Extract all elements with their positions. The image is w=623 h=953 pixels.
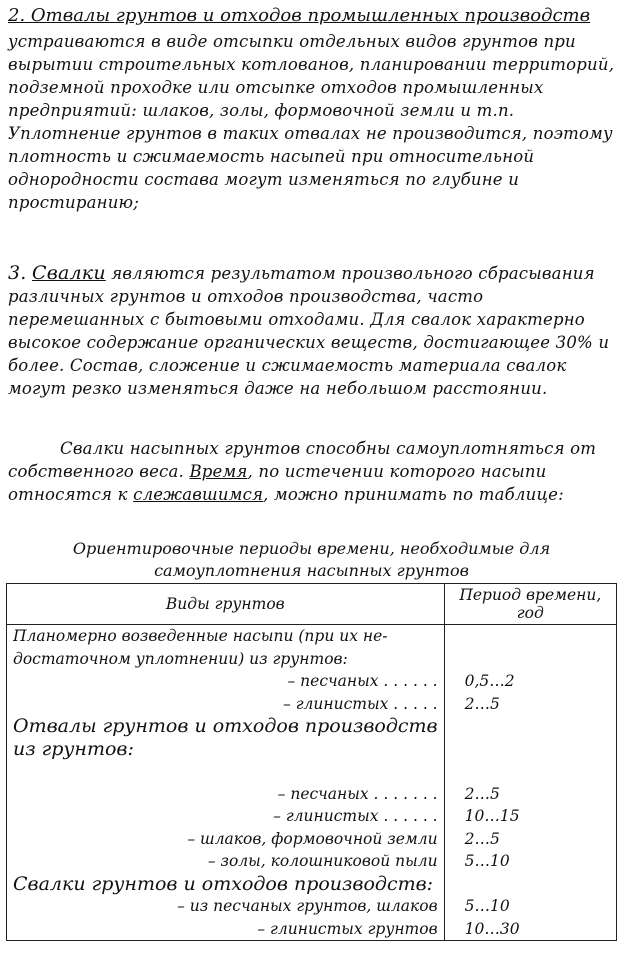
paragraph-end: , можно принимать по таблице: [263, 485, 564, 504]
paragraph-middle: , по истечении которого насыпи относятся к [8, 462, 547, 504]
table-row-soil-type [13, 760, 438, 783]
table-row-period: 2…5 [464, 829, 500, 848]
table-row-period: 5…10 [464, 897, 510, 915]
table-row-period: 2…5 [464, 784, 500, 803]
table-row-period: 10…15 [464, 807, 520, 825]
table-body-row [7, 625, 617, 941]
table-row-soil-type: из грунтов: [13, 737, 134, 760]
header-period: Период времени, год [444, 584, 616, 625]
table-row-period: 5…10 [464, 852, 510, 870]
section-3-text: являются результатом произвольного сбрасывания различных грунтов и отходов производства, часто перемешанных с бытовыми отходами. Для свалок характерно высокое содержание органических веществ, достигающее 30% и более. Состав, сложение и сжимаемость материала свалок могут резко изменяться даже на небольшом расстоянии. [8, 264, 610, 398]
table-row-soil-type: – песчаных . . . . . . . [277, 784, 438, 803]
table-row-period [451, 873, 610, 896]
table-row-soil-type: – глинистых . . . . . . [273, 807, 438, 825]
section-2-heading: 2. Отвалы грунтов и отходов промышленных производств [8, 5, 591, 26]
table-row-soil-type: – глинистых . . . . . [283, 694, 438, 713]
table-row-period: 2…5 [464, 694, 500, 713]
section-3-term: Свалки [31, 262, 106, 284]
self-compaction-paragraph [8, 437, 615, 506]
table-row-period: 0,5…2 [464, 672, 515, 690]
paragraph-start: Свалки насыпных грунтов способны самоуплотняться от собственного веса. [8, 439, 597, 481]
table-row-soil-type: достаточном уплотнении) из грунтов: [13, 649, 348, 668]
table-row-soil-type: – шлаков, формовочной земли [187, 829, 438, 848]
section-3-number: 3. [8, 262, 27, 284]
table-row-soil-type: Отвалы грунтов и отходов производств [13, 715, 438, 737]
term-settled: слежавшимся [133, 485, 264, 504]
table-row-period [451, 648, 610, 671]
term-time: Время [189, 462, 248, 481]
table-row-soil-type: Свалки грунтов и отходов производств: [13, 872, 434, 895]
settling-period-table [6, 583, 617, 941]
table-row-soil-type: Планомерно возведенные насыпи (при их не- [13, 627, 388, 645]
period-column [444, 625, 616, 941]
table-row-period [451, 760, 610, 783]
section-2-text: устраиваются в виде отсыпки отдельных видов грунтов при вырытии строительных котлованов, планировании территорий, подземной проходке или отсыпке отходов промышленных предприятий: шлаков, золы, формовочной земли и т.п. Уплотнение грунтов в таких отвалах не производится, поэтому плотность и сжимаемость насыпей при относительной однородности состава могут изменяться по глубине и простиранию; [8, 32, 615, 212]
table-row-soil-type: – песчаных . . . . . . [287, 672, 438, 690]
table-row-period [451, 715, 610, 738]
section-3-paragraph [8, 262, 615, 400]
table-row-soil-type: – из песчаных грунтов, шлаков [177, 897, 438, 915]
table-header-row [7, 584, 617, 625]
table-row-period [451, 738, 610, 761]
header-soil-type: Виды грунтов [7, 584, 445, 625]
soil-type-column [7, 625, 445, 941]
table-caption: Ориентировочные периоды времени, необходимые для самоуплотнения насыпных грунтов [72, 539, 551, 580]
table-row-soil-type: – золы, колошниковой пыли [207, 852, 438, 870]
table-row-period [451, 625, 610, 648]
table-row-period: 10…30 [464, 919, 520, 938]
table-row-soil-type: – глинистых грунтов [257, 919, 438, 938]
